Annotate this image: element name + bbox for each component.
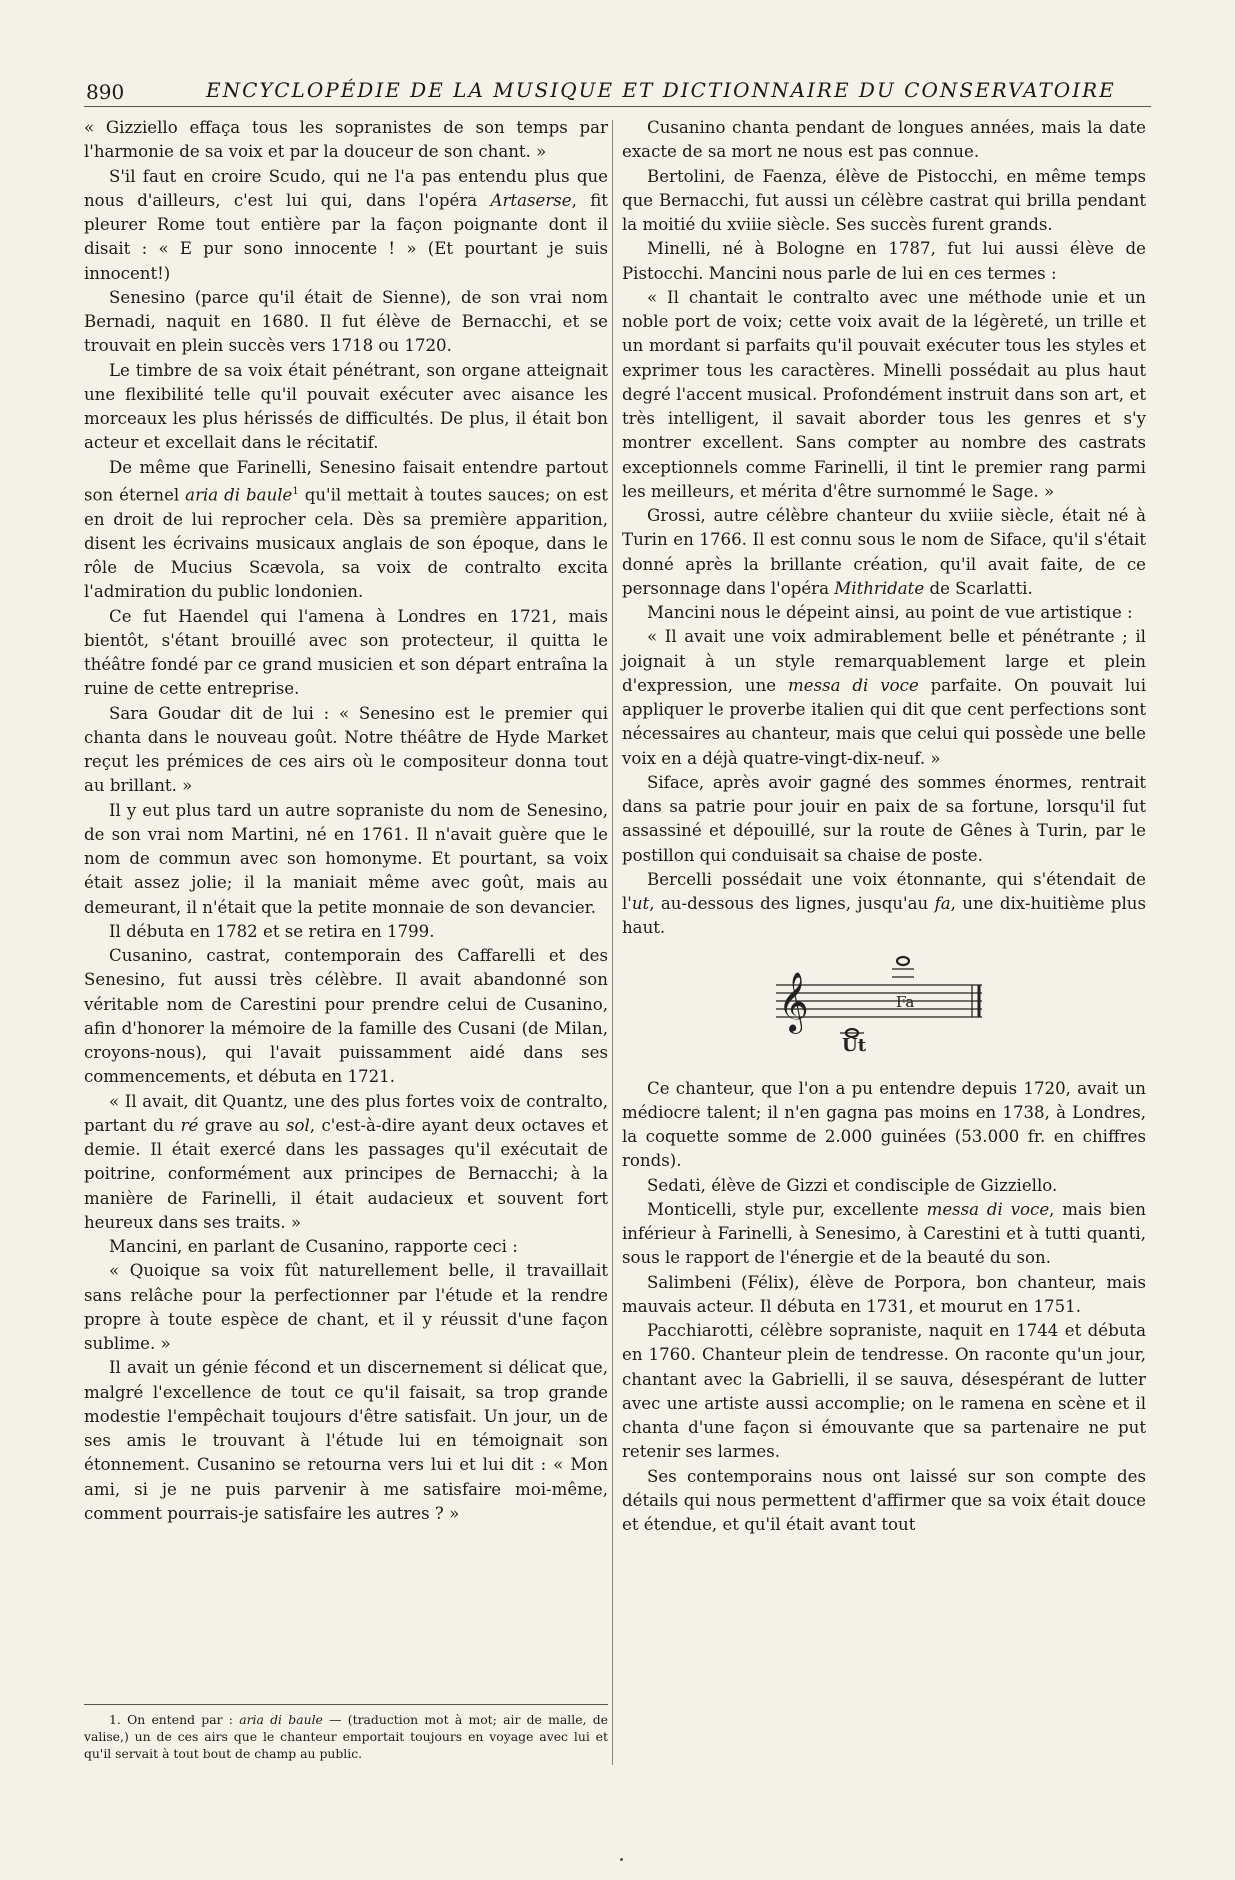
paragraph: Sara Goudar dit de lui : « Senesino est le premier qui chanta dans le nouveau goût. Notre théâtre de Hyde Market reçut les prémices de ces airs où le compositeur donna tout au brillant. » [84, 703, 608, 796]
paragraph: Le timbre de sa voix était pénétrant, son organe atteignait une flexibilité telle qu'il pouvait exécuter avec aisance les morceaux les plus hérissés de difficultés. De plus, il était bon acteur et excellait dans le récitatif. [84, 360, 608, 453]
high-note [897, 957, 909, 965]
paragraph: Siface, après avoir gagné des sommes énormes, rentrait dans sa patrie pour jouir en paix de sa fortune, lorsqu'il fut assassiné et dépouillé, sur la route de Gênes à Turin, par le postillon qui conduisait sa chaise de poste. [622, 772, 1146, 865]
paragraph: De même que Farinelli, Senesino faisait entendre partout son éternel aria di baule$^1$ qu'il mettait à toutes sauces; on est en droit de lui reprocher cela. Dès sa première apparition, disent les écrivains musicaux anglais de son époque, dans le rôle de Mucius Scævola, sa voix de contralto excita l'admiration du public londonien. [84, 457, 608, 602]
header-rule [84, 106, 1151, 107]
page-speck [620, 1858, 623, 1861]
left-column [84, 116, 608, 1526]
page-number: 890 [86, 80, 125, 104]
treble-clef-icon: 𝄞 [778, 971, 809, 1032]
paragraph: Ce fut Haendel qui l'amena à Londres en 1721, mais bientôt, s'étant brouillé avec son protecteur, il quitta le théâtre fondé par ce grand musicien et son départ entraîna la ruine de cette entreprise. [84, 606, 608, 699]
label-fa: Fa [896, 992, 915, 1011]
paragraph: Ce chanteur, que l'on a pu entendre depuis 1720, avait un médiocre talent; il n'en gagna pas moins en 1738, à Londres, la coquette somme de 2.000 guinées (53.000 fr. en chiffres ronds). [622, 1078, 1146, 1171]
column-divider [612, 120, 613, 1765]
music-staff-figure [622, 947, 1146, 1057]
paragraph: Minelli, né à Bologne en 1787, fut lui aussi élève de Pistocchi. Mancini nous parle de lui en ces termes : [622, 239, 1146, 283]
paragraph: S'il faut en croire Scudo, qui ne l'a pas entendu plus que nous d'ailleurs, c'est lui qui, dans l'opéra Artaserse, fit pleurer Rome tout entière par la façon poignante dont il disait : « E pur sono innocente ! » (Et pourtant je suis innocent!) [84, 166, 608, 283]
running-title: ENCYCLOPÉDIE DE LA MUSIQUE ET DICTIONNAIRE DU CONSERVATOIRE [206, 78, 1116, 102]
paragraph: Pacchiarotti, célèbre sopraniste, naquit en 1744 et débuta en 1760. Chanteur plein de tendresse. On raconte qu'un jour, chantant avec la Gabrielli, il se sauva, désespérant de lutter avec une artiste aussi accomplie; on le ramena en scène et il chanta d'une façon si émouvante que sa partenaire ne put retenir ses larmes. [622, 1321, 1146, 1462]
music-staff [752, 947, 992, 1057]
paragraph: Grossi, autre célèbre chanteur du xviiie siècle, était né à Turin en 1766. Il est connu sous le nom de Siface, qu'il s'était donné après la brillante création, qu'il avait faite, de ce personnage dans l'opéra Mithridate de Scarlatti. [622, 506, 1146, 598]
paragraph: Ses contemporains nous ont laissé sur son compte des détails qui nous permettent d'affirmer que sa voix était douce et étendue, et qu'il était avant tout [622, 1466, 1146, 1534]
paragraph: Il y eut plus tard un autre sopraniste du nom de Senesino, de son vrai nom Martini, né en 1761. Il n'avait guère que le nom de commun avec son homonyme. Et pourtant, sa voix était assez jolie; il la maniait même avec goût, mais au demeurant, il n'était que la petite monnaie de son devancier. [84, 800, 608, 917]
paragraph: « Il avait, dit Quantz, une des plus fortes voix de contralto, partant du ré grave au sol, c'est-à-dire ayant deux octaves et demie. Il était exercé dans les passages qu'il exécutait de poitrine, conformément aux principes de Bernacchi; à la manière de Farinelli, il était audacieux et souvent fort heureux dans ses traits. » [84, 1091, 609, 1232]
paragraph: « Quoique sa voix fût naturellement belle, il travaillait sans relâche pour la perfectionner par l'étude et la rendre propre à toute espèce de chant, et il y réussit d'une façon sublime. » [84, 1261, 608, 1354]
paragraph: Cusanino chanta pendant de longues années, mais la date exacte de sa mort ne nous est pas connue. [622, 118, 1146, 162]
paragraph: Monticelli, style pur, excellente messa di voce, mais bien inférieur à Farinelli, à Senesimo, à Carestini et à tutti quanti, sous le rapport de l'énergie et de la beauté du son. [622, 1199, 1146, 1268]
paragraph: Senesino (parce qu'il était de Sienne), de son vrai nom Bernadi, naquit en 1680. Il fut élève de Bernacchi, et se trouvait en plein succès vers 1718 ou 1720. [84, 287, 608, 356]
page-header [86, 72, 1149, 104]
paragraph: Sedati, élève de Gizzi et condisciple de Gizziello. [647, 1175, 1058, 1195]
paragraph: « Il chantait le contralto avec une méthode unie et un noble port de voix; cette voix avait de la légèreté, un trille et un mordant si parfaits qu'il pouvait exécuter tous les styles et exprimer tous les caractères. Minelli possédait au plus haut degré l'accent musical. Profondément instruit dans son art, et très intelligent, il savait aborder tous les genres et s'y montrer excellent. Sans compter au nombre des castrats exceptionnels comme Farinelli, il tint le premier rang parmi les meilleurs, et mérita d'être surnommé le Sage. » [622, 287, 1146, 501]
right-column [622, 116, 1146, 1537]
paragraph: Salimbeni (Félix), élève de Porpora, bon chanteur, mais mauvais acteur. Il débuta en 1731, et mourut en 1751. [622, 1272, 1146, 1316]
footnote: 1. On entend par : aria di baule — (traduction mot à mot; air de malle, de valise,) un de ces airs que le chanteur emportait toujours en voyage avec lui et qu'il servait à tout bout de champ au public. [84, 1704, 608, 1762]
paragraph: Bertolini, de Faenza, élève de Pistocchi, en même temps que Bernacchi, fut aussi un célèbre castrat qui brilla pendant la moitié du xviiie siècle. Ses succès furent grands. [622, 166, 1146, 234]
paragraph: Bercelli possédait une voix étonnante, qui s'étendait de l'ut, au-dessous des lignes, jusqu'au fa, une dix-huitième plus haut. [622, 869, 1147, 938]
footnote-ref: 1 [292, 485, 299, 497]
label-ut: Ut [842, 1034, 867, 1056]
paragraph: Il débuta en 1782 et se retira en 1799. [109, 921, 435, 941]
paragraph: « Il avait une voix admirablement belle et pénétrante ; il joignait à un style remarquablement large et plein d'expression, une messa di voce parfaite. On pouvait lui appliquer le proverbe italien qui dit que cent perfections sont nécessaires au chanteur, mais que celui qui possède une belle voix en a déjà quatre-vingt-dix-neuf. » [622, 627, 1146, 768]
paragraph: Mancini, en parlant de Cusanino, rapporte ceci : [109, 1237, 518, 1257]
paragraph: Il avait un génie fécond et un discernement si délicat que, malgré l'excellence de tout ce qu'il faisait, sa trop grande modestie l'empêchait toujours d'être satisfait. Un jour, un de ses amis le trouvant à l'étude lui en témoignait son étonnement. Cusanino se retourna vers lui et lui dit : « Mon ami, si je ne puis parvenir à me satisfaire moi-même, comment pourrais-je satisfaire les autres ? » [84, 1358, 608, 1523]
paragraph: Mancini nous le dépeint ainsi, au point de vue artistique : [647, 603, 1133, 622]
paragraph: Cusanino, castrat, contemporain des Caffarelli et des Senesino, fut aussi très célèbre. Il avait abandonné son véritable nom de Carestini pour prendre celui de Cusanino, afin d'honorer la mémoire de la famille des Cusani (de Milan, croyons-nous), qui l'avait puissamment aidé dans ses commencements, et débuta en 1721. [84, 946, 608, 1087]
paragraph: « Gizziello effaça tous les sopranistes de son temps par l'harmonie de sa voix et par la douceur de son chant. » [84, 118, 608, 162]
